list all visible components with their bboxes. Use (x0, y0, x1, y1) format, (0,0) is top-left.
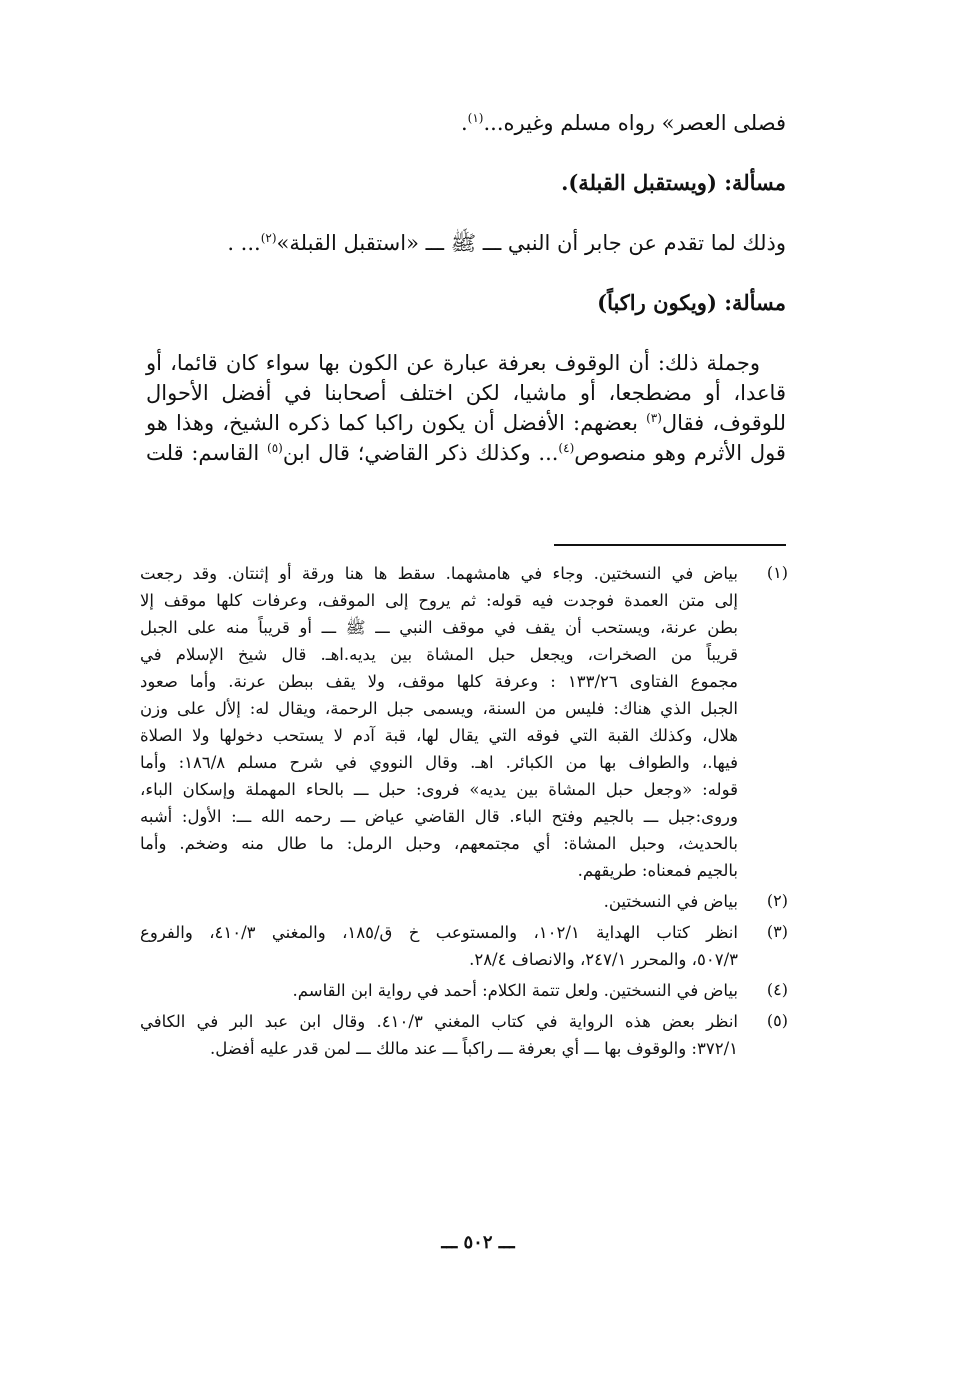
footnote-line: هلال، وكذلك القبة التي فوقه التي يقال لها، قبة آدم لا يستحب دخولها ولا الصلاة (140, 726, 738, 745)
footnote-line: وروى:جبل ـــ بالجيم وفتح الباء. قال القاضي عياض ـــ رحمه الله ـــ: الأول: أشبه (140, 807, 738, 826)
footnote-ref-4: (٤) (558, 441, 575, 455)
footnote-line: بياض في النسختين. وجاء في هامشهما. سقط ها هنا ورقة أو إثنتان. وقد رجعت (140, 564, 738, 583)
footnote-line: الجبل الذي هناك: فليس من السنة، ويسمى جبل الرحمة، ويقال له: إلأل على وزن (140, 699, 738, 718)
footnote-line: قريباً من الصخرات، ويجعل حبل المشاة بين يديه.اهـ. قال شيخ الإسلام في (140, 645, 738, 664)
issue-heading-2 (146, 288, 786, 318)
paragraph-2 (146, 228, 786, 258)
text-run: قول الأثرم وهو منصوص (574, 441, 786, 465)
footnote-line: بالحديث، وحبل المشاة: أي مجتمعهم، وحبل الرمل: ما طال منه وضخم. وأما (140, 834, 738, 853)
footnote-line: انظر بعض هذه الرواية في كتاب المغني ٤١٠/٣. وقال ابن عبد البر في الكافي (140, 1012, 738, 1031)
paragraph-3 (146, 348, 786, 468)
paragraph-line (146, 408, 786, 438)
footnote-3 (140, 919, 788, 973)
main-text (146, 108, 786, 468)
footnote-line: فيها.، والطواف بها من الكبائر. اهـ. وقال النووي في شرح مسلم ١٨٦/٨: وأما (140, 753, 738, 772)
issue-heading-1 (146, 168, 786, 198)
text-run: ... وكذلك ذكر القاضي؛ قال ابن (282, 441, 559, 465)
footnote-4 (140, 977, 788, 1004)
footnote-ref-2: (٢) (260, 231, 277, 245)
footnote-separator (554, 544, 786, 546)
footnote-number: (٣) (766, 922, 788, 941)
footnotes-section (140, 560, 788, 1066)
footnote-ref-1: (١) (467, 111, 484, 125)
footnote-line: قوله: «وجعل حبل المشاة بين يديه» فروى: حبل ـــ بالحاء المهملة وإسكان الباء، (140, 780, 738, 799)
paragraph-line (146, 438, 786, 468)
issue-text: (ويستقبل القبلة). (561, 170, 717, 195)
paragraph-2-text: وذلك لما تقدم عن جابر أن النبي ـــ ﷺ ـــ «استقبل القبلة» (276, 231, 786, 255)
footnote-number: (١) (766, 563, 788, 582)
paragraph-2-end: ... . (227, 231, 261, 255)
footnote-line: بطن عرنة، ويستحب أن يقف في موقف النبي ـــ ﷺ ـــ أو قريباً منه على الجبل (140, 618, 738, 637)
page-number: ـــ ٥٠٢ ـــ (441, 1232, 515, 1253)
footnote-line: مجموع الفتاوى ١٣٣/٢٦ : وعرفة كلها موقف، ولا يقف ببطن عرنة. وأما صعود (140, 672, 738, 691)
footnote-number: (٢) (766, 891, 788, 910)
paragraph-1 (146, 108, 786, 138)
footnote-2 (140, 888, 788, 915)
issue-text: (ويكون راكباً) (597, 290, 717, 315)
text-run: القاسم: قلت (146, 441, 260, 465)
text-run: بعضهم: الأفضل أن يكون راكبا كما ذكره الشيخ، وهذا هو (146, 411, 638, 435)
footnote-line: بالجيم فمعناه: طريقهم. (577, 861, 738, 880)
footnote-line: بياض في النسختين. (603, 892, 738, 911)
paragraph-line: قاعدا، أو مضطجعا، أو ماشيا، لكن اختلف أصحابنا في أفضل الأحوال (146, 381, 786, 405)
paragraph-line: وجملة ذلك: أن الوقوف بعرفة عبارة عن الكون بها سواء كان قائما، أو (146, 351, 760, 375)
paragraph-1-end: . (460, 111, 468, 135)
paragraph-1-text: فصلى العصر» رواه مسلم وغيره... (483, 111, 786, 135)
footnote-line: إلى متن العمدة فوجدت فيه قوله: ثم يروح إلى الموقف، وعرفات كلها موقف إلا (140, 591, 738, 610)
footnote-number: (٥) (766, 1011, 788, 1030)
footnote-ref-3: (٣) (646, 411, 662, 425)
footnote-ref-5: (٥) (267, 441, 283, 455)
footnote-number: (٤) (766, 980, 788, 999)
footnote-line: بياض في النسختين. ولعل تتمة الكلام: أحمد في رواية ابن القاسم. (292, 981, 738, 1000)
footnote-line: انظر كتاب الهداية ١٠٢/١، والمستوعب خ ق/١٨٥، والمغني ٤١٠/٣، والفروع (140, 923, 738, 942)
footnote-1 (140, 560, 788, 884)
footnote-line: ٣٧٢/١: والوقوف بها ـــ أي بعرفة ـــ راكباً ـــ عند مالك ـــ لمن قدر عليه أفضل. (210, 1039, 738, 1058)
issue-label: مسألة: (724, 170, 786, 195)
text-run: للوقوف، فقال (661, 411, 786, 435)
footnote-5 (140, 1008, 788, 1062)
issue-label: مسألة: (724, 290, 786, 315)
footnote-line: ٥٠٧/٣، والمحرر ٢٤٧/١، والانصاف ٢٨/٤. (469, 950, 738, 969)
